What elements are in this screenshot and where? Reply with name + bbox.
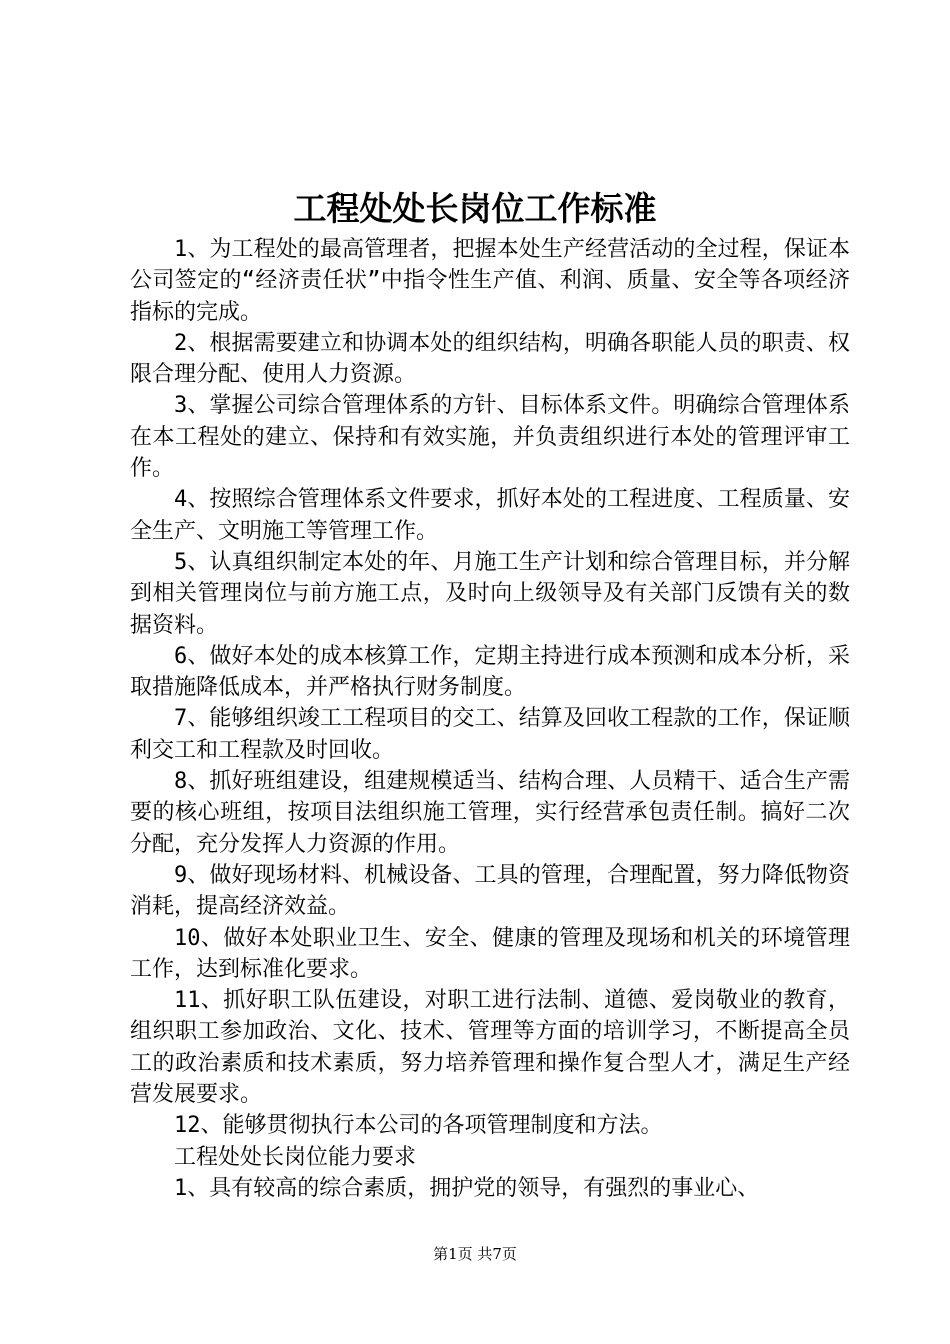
paragraph: 4、按照综合管理体系文件要求，抓好本处的工程进度、工程质量、安全生产、文明施工等管理工作。 — [130, 487, 850, 544]
paragraph: 6、做好本处的成本核算工作，定期主持进行成本预测和成本分析，采取措施降低成本，并严格执行财务制度。 — [130, 643, 850, 701]
section-heading: 工程处处长岗位能力要求 — [174, 1144, 417, 1170]
paragraph: 1、具有较高的综合素质，拥护党的领导，有强烈的事业心、 — [174, 1175, 760, 1201]
document-title: 工程处处长岗位工作标准 — [293, 189, 657, 228]
paragraph: 12、能够贯彻执行本公司的各项管理制度和方法。 — [174, 1113, 663, 1139]
paragraph: 2、根据需要建立和协调本处的组织结构，明确各职能人员的职责、权限合理分配、使用人力资源。 — [130, 330, 850, 388]
paragraph: 3、掌握公司综合管理体系的方针、目标体系文件。明确综合管理体系在本工程处的建立、保持和有效实施，并负责组织进行本处的管理评审工作。 — [130, 393, 850, 482]
paragraph: 9、做好现场材料、机械设备、工具的管理，合理配置，努力降低物资消耗，提高经济效益。 — [130, 862, 850, 920]
paragraph: 5、认真组织制定本处的年、月施工生产计划和综合管理目标，并分解到相关管理岗位与前方施工点，及时向上级领导及有关部门反馈有关的数据资料。 — [130, 549, 850, 638]
paragraph: 1、为工程处的最高管理者，把握本处生产经营活动的全过程，保证本公司签定的“经济责任状”中指令性生产值、利润、质量、安全等各项经济指标的完成。 — [130, 237, 850, 325]
paragraph: 7、能够组织竣工工程项目的交工、结算及回收工程款的工作，保证顺利交工和工程款及时回收。 — [130, 706, 850, 763]
document-body — [130, 234, 850, 1204]
paragraph: 11、抓好职工队伍建设，对职工进行法制、道德、爱岗敬业的教育，组织职工参加政治、文化、技术、管理等方面的培训学习，不断提高全员工的政治素质和技术素质，努力培养管理和操作复合型人才，满足生产经营发展要求。 — [130, 988, 850, 1108]
paragraph: 8、抓好班组建设，组建规模适当、结构合理、人员精干、适合生产需要的核心班组，按项目法组织施工管理，实行经营承包责任制。搞好二次分配，充分发挥人力资源的作用。 — [130, 769, 850, 857]
page-footer: 第1页 共7页 — [433, 1245, 517, 1263]
paragraph: 10、做好本处职业卫生、安全、健康的管理及现场和机关的环境管理工作，达到标准化要求。 — [130, 925, 850, 982]
